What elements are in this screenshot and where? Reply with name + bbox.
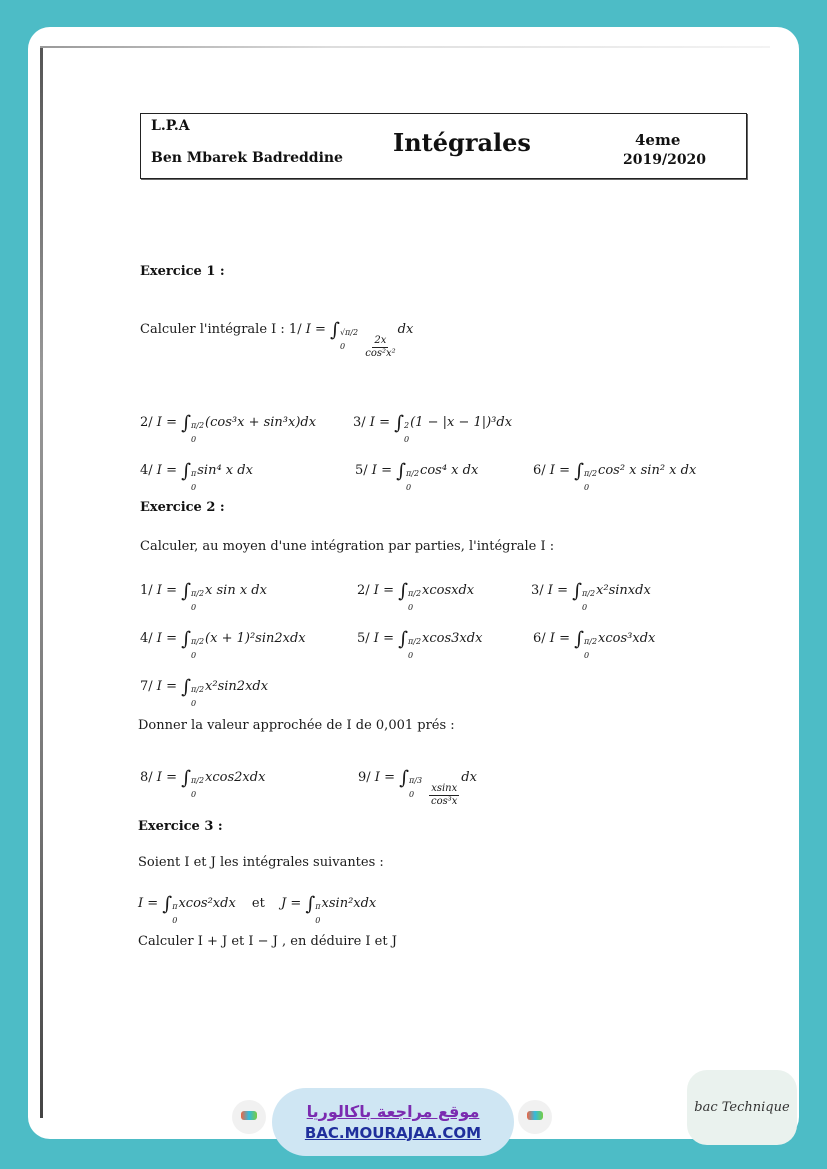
site-name-arabic[interactable]: موقع مراجعة باكالوريا	[306, 1102, 480, 1121]
item-number: 1/	[140, 583, 153, 598]
approx-instruction: Donner la valeur approchée de I de 0,001 prés :	[138, 718, 455, 733]
item-number: 6/	[533, 463, 546, 478]
conjunction: et	[251, 896, 265, 911]
exercise-2-item-9: 9/ I = ∫ π/3 0 $\frac{xsinx}{\text{cos³x}}$ dx	[358, 767, 477, 807]
exercise-1-item-5: 5/ I = ∫ π/2 0 cos⁴ x dx	[355, 460, 479, 492]
item-number: 9/	[358, 770, 371, 785]
site-url-link[interactable]: BAC.MOURAJAA.COM	[304, 1124, 482, 1142]
integral-body: xcos³xdx	[598, 631, 656, 646]
item-number: 5/	[357, 631, 370, 646]
site-logo-right	[518, 1100, 552, 1134]
page-title: Intégrales	[393, 128, 531, 157]
integral-2-body: (cos³x + sin³x)dx	[205, 415, 317, 430]
item-number: 4/	[140, 631, 153, 646]
exercise-3-heading: Exercice 3 :	[138, 819, 223, 834]
site-banner[interactable]	[272, 1088, 514, 1156]
integral-body: xcos3xdx	[422, 631, 483, 646]
exercise-2-item-5: 5/ I = ∫ π/2 0 xcos3xdx	[357, 628, 483, 660]
exercise-2-item-3: 3/ I = ∫ π/2 0 x²sinxdx	[531, 580, 651, 612]
exercise-1-item-2: 2/ I = ∫ π/2 0 (cos³x + sin³x)dx	[140, 412, 317, 444]
item-number: 8/	[140, 770, 153, 785]
school-year: 2019/2020	[623, 152, 707, 168]
exercise-3-intro: Soient I et J les intégrales suivantes :	[138, 855, 384, 870]
bac-technique-badge	[687, 1070, 797, 1145]
integral-i-body: xcos²xdx	[178, 896, 236, 911]
exercise-1-intro: Calculer l'intégrale I : 1/	[140, 322, 302, 337]
item-number: 4/	[140, 463, 153, 478]
integral-body: xcosxdx	[422, 583, 475, 598]
exercise-2-item-4: 4/ I = ∫ π/2 0 (x + 1)²sin2xdx	[140, 628, 306, 660]
integral-body: x²sin2xdx	[205, 679, 269, 694]
exercise-1-item-3: 3/ I = ∫ 2 0 (1 − |x − 1|)³dx	[353, 412, 513, 444]
exercise-2-item-1: 1/ I = ∫ π/2 0 x sin x dx	[140, 580, 267, 612]
exercise-3-definitions: I = ∫ π 0 xcos²xdx et J = ∫ π 0 xsin²xdx	[138, 893, 377, 925]
item-number: 3/	[531, 583, 544, 598]
item-number: 2/	[357, 583, 370, 598]
integral-5-body: cos⁴ x dx	[420, 463, 479, 478]
item-number: 3/	[353, 415, 366, 430]
exercise-2-item-2: 2/ I = ∫ π/2 0 xcosxdx	[357, 580, 475, 612]
exercise-1-heading: Exercice 1 :	[140, 264, 225, 279]
scan-edge	[40, 48, 43, 1118]
integral-body: x²sinxdx	[596, 583, 651, 598]
item-number: 7/	[140, 679, 153, 694]
integral-4-body: sin⁴ x dx	[197, 463, 253, 478]
exercise-2-intro: Calculer, au moyen d'une intégration par parties, l'intégrale I :	[140, 539, 555, 554]
item-number: 5/	[355, 463, 368, 478]
school-name: L.P.A	[151, 118, 190, 134]
teacher-name: Ben Mbarek Badreddine	[151, 150, 343, 166]
exercise-1-item-6: 6/ I = ∫ π/2 0 cos² x sin² x dx	[533, 460, 697, 492]
integral-1-upper: √π/2	[339, 328, 359, 337]
exercise-2-item-6: 6/ I = ∫ π/2 0 xcos³xdx	[533, 628, 656, 660]
exercise-1-item-4: 4/ I = ∫ π 0 sin⁴ x dx	[140, 460, 253, 492]
integral-body: xcos2xdx	[205, 770, 266, 785]
fraction-denominator: cos³x	[431, 796, 458, 807]
exercise-2-item-7: 7/ I = ∫ π/2 0 x²sin2xdx	[140, 676, 269, 708]
integral-6-body: cos² x sin² x dx	[598, 463, 697, 478]
exercise-2-heading: Exercice 2 :	[140, 500, 225, 515]
exercise-2-item-8: 8/ I = ∫ π/2 0 xcos2xdx	[140, 767, 266, 799]
item-number: 2/	[140, 415, 153, 430]
integral-1-numerator: 2x	[374, 335, 387, 346]
header-box	[140, 113, 747, 179]
integral-j-body: xsin²xdx	[321, 896, 377, 911]
integral-1-denominator: cos²x²	[365, 348, 396, 359]
site-logo-left	[232, 1100, 266, 1134]
fraction-numerator: xsinx	[431, 783, 458, 794]
exercise-1-item-1: Calculer l'intégrale I : 1/ I = ∫ √π/2 0 $\frac{2x}{\text{cos²x²}}$ dx	[140, 319, 414, 359]
exercise-3-question: Calculer I + J et I − J , en déduire I et J	[138, 934, 397, 949]
class-level: 4eme	[635, 131, 681, 149]
item-number: 6/	[533, 631, 546, 646]
scan-top-edge	[40, 46, 770, 48]
badge-text: bac Technique	[694, 1100, 790, 1115]
integral-body: x sin x dx	[205, 583, 267, 598]
integral-body: (x + 1)²sin2xdx	[205, 631, 306, 646]
integral-3-body: (1 − |x − 1|)³dx	[410, 415, 513, 430]
